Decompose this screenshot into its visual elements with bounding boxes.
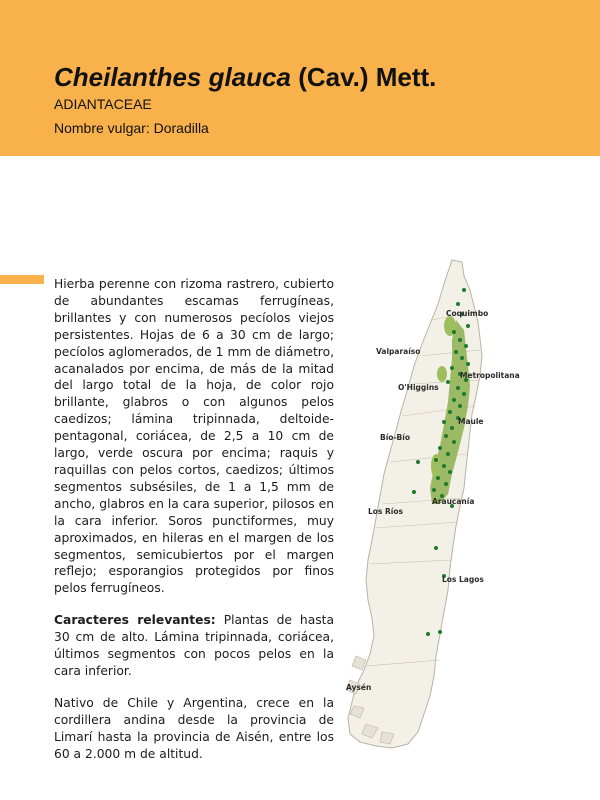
distribution-paragraph: Nativo de Chile y Argentina, crece en la cordillera andina desde la provincia de Limarí hasta la provincia de Aisén, entre los 60 a 2.000 m de altitud. (54, 695, 334, 761)
family-name: ADIANTACEAE (54, 96, 152, 112)
region-label-metropolitana: Metropolitana (460, 371, 520, 380)
species-name: Cheilanthes glauca (54, 62, 291, 92)
region-label-araucania: Araucanía (432, 497, 475, 506)
region-label-coquimbo: Coquimbo (446, 309, 489, 318)
distribution-map (340, 256, 520, 750)
region-label-biobio: Bío-Bío (380, 433, 410, 442)
relevant-text: Plantas de hasta 30 cm de alto. Lámina tripinnada, coriácea, últimos segmentos con pocos pelos en la cara inferior. (54, 613, 334, 678)
region-label-ohiggins: O'Higgins (398, 383, 439, 392)
description-paragraph: Hierba perenne con rizoma rastrero, cubierto de abundantes escamas ferrugíneas, brillantes y con numerosos pecíolos viejos persistentes. Hojas de 6 a 30 cm de largo; pecíolos aglomerados, de 1 mm de diámetro, acanalados por encima, de más de la mitad del largo total de la hoja, de color rojo brillante, glabros o con algunos pelos caedizos; lámina tripinnada, deltoide-pentagonal, coriácea, de 2,5 a 10 cm de largo, verde oscura por encima; raquis y raquillas con pelos cortos, caedizos; últimos segmentos subsésiles, de 1 a 1,5 mm de ancho, glabros en la cara superior, pilosos en la cara inferior. Soros punctiformes, muy aproximados, en hileras en el margen de los segmentos, semicubiertos por el margen reflejo; esporangios protegidos por finos pelos ferrugíneos. (54, 277, 334, 596)
relevant-characters (54, 612, 334, 680)
relevant-label: Caracteres relevantes: (54, 613, 216, 628)
chile-map (340, 256, 520, 750)
page-title (54, 60, 436, 94)
region-label-losrios: Los Ríos (368, 507, 403, 516)
region-label-valparaiso: Valparaíso (376, 347, 421, 356)
region-label-loslagos: Los Lagos (442, 575, 484, 584)
region-label-aysen: Aysén (346, 683, 372, 692)
common-name: Nombre vulgar: Doradilla (54, 120, 209, 136)
species-author: (Cav.) Mett. (290, 62, 437, 92)
section-accent-bar (0, 275, 44, 284)
species-description (54, 276, 334, 777)
region-label-maule: Maule (458, 417, 484, 426)
header-banner (0, 0, 600, 156)
